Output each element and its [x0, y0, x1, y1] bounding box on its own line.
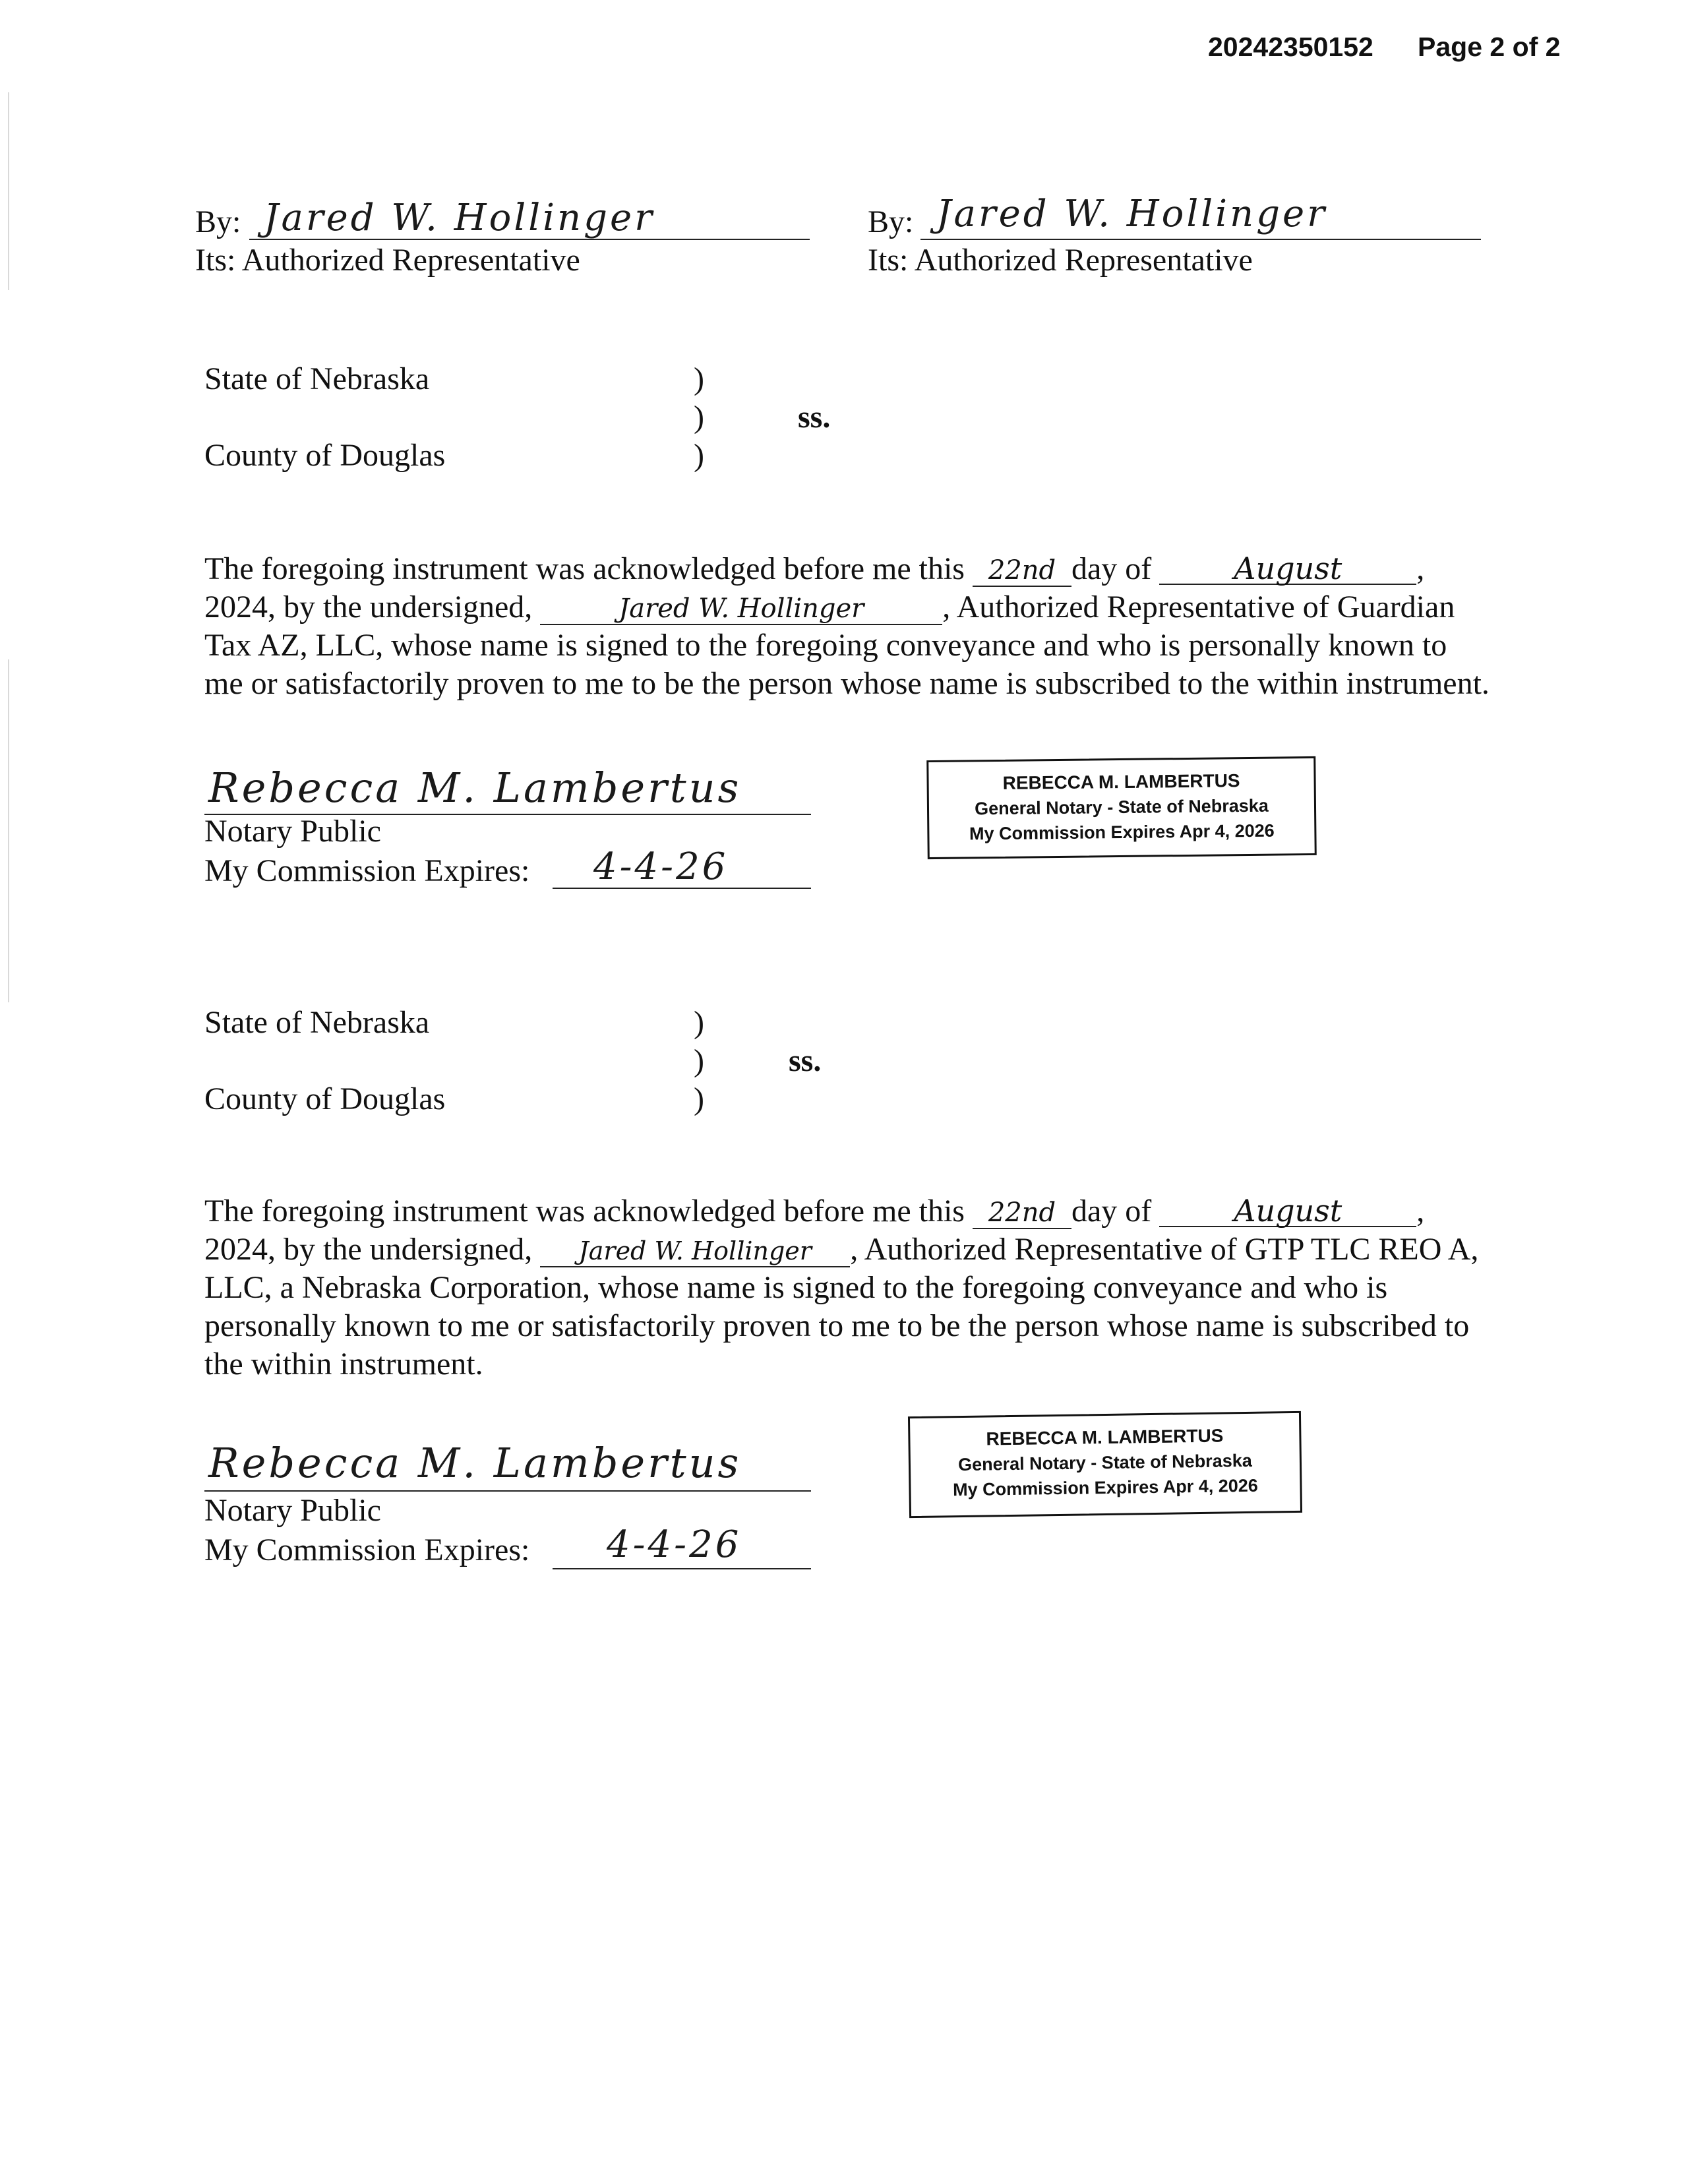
ss-label: ss. [798, 400, 831, 435]
paren: ) [694, 361, 704, 396]
day-value: 22nd [973, 555, 1071, 587]
signer-value: Jared W. Hollinger [540, 1236, 850, 1267]
document-number: 20242350152 [1208, 32, 1373, 62]
scan-edge-mark [8, 92, 9, 290]
notary-public-label: Notary Public [204, 814, 381, 849]
notary-stamp [908, 1411, 1302, 1518]
ack-text: , Authorized Representative of GTP TLC REO A, LLC, a Nebraska Corporation, whose name is signed to the foregoing conveyance and who is personally known to me or satisfactorily proven to me to be the person whose name is subscribed to the within instrument. [204, 1232, 1479, 1381]
stamp-line: My Commission Expires Apr 4, 2026 [952, 1475, 1259, 1500]
acknowledgment-paragraph [204, 1192, 1490, 1383]
notary-handwritten-signature: Rebecca M. Lambertus [208, 764, 742, 812]
ack-text: , [1416, 551, 1425, 586]
ack-text: 2024, by the undersigned, [204, 1232, 533, 1267]
ss-label: ss. [789, 1043, 822, 1078]
paren: ) [694, 1043, 704, 1078]
its-label: Its: Authorized Representative [195, 243, 580, 278]
ack-text: The foregoing instrument was acknowledged before me this [204, 551, 965, 586]
commission-date: 4-4-26 [593, 845, 729, 888]
stamp-line: General Notary - State of Nebraska [975, 795, 1269, 819]
commission-date: 4-4-26 [607, 1523, 742, 1566]
paren: ) [694, 438, 704, 473]
state-line: State of Nebraska [204, 361, 430, 396]
month-value: August [1159, 1196, 1416, 1227]
notary-stamp [926, 756, 1317, 859]
by-label: By: [868, 204, 914, 239]
ack-text: , [1416, 1194, 1425, 1228]
page-number: Page 2 of 2 [1418, 32, 1561, 62]
handwritten-signature: Jared W. Hollinger [264, 197, 655, 239]
paren: ) [694, 1081, 704, 1116]
notary-public-label: Notary Public [204, 1493, 381, 1528]
ack-text: day of [1071, 551, 1152, 586]
stamp-name: REBECCA M. LAMBERTUS [986, 1425, 1224, 1449]
stamp-name: REBECCA M. LAMBERTUS [1002, 770, 1240, 793]
paren: ) [694, 1005, 704, 1040]
scan-edge-mark [8, 659, 9, 1002]
signer-value: Jared W. Hollinger [540, 593, 942, 625]
paren: ) [694, 400, 704, 435]
acknowledgment-paragraph [204, 550, 1490, 703]
commission-label: My Commission Expires: [204, 1532, 530, 1567]
stamp-line: My Commission Expires Apr 4, 2026 [969, 820, 1275, 844]
county-line: County of Douglas [204, 1081, 446, 1116]
ack-text: The foregoing instrument was acknowledged before me this [204, 1194, 965, 1228]
stamp-line: General Notary - State of Nebraska [957, 1450, 1252, 1475]
ack-text: 2024, by the undersigned, [204, 590, 533, 624]
state-line: State of Nebraska [204, 1005, 430, 1040]
ack-text: day of [1071, 1194, 1152, 1228]
notary-handwritten-signature: Rebecca M. Lambertus [208, 1439, 742, 1487]
by-label: By: [195, 204, 241, 239]
handwritten-signature: Jared W. Hollinger [936, 193, 1327, 235]
month-value: August [1159, 553, 1416, 585]
commission-label: My Commission Expires: [204, 853, 530, 888]
county-line: County of Douglas [204, 438, 446, 473]
ack-text: , Authorized Representative of Guardian Tax AZ, LLC, whose name is signed to the foregoing conveyance and who is personally known to me or satisfactorily proven to me to be the person whose name is subscribed to the within instrument. [204, 590, 1490, 701]
day-value: 22nd [973, 1198, 1071, 1229]
its-label: Its: Authorized Representative [868, 243, 1253, 278]
